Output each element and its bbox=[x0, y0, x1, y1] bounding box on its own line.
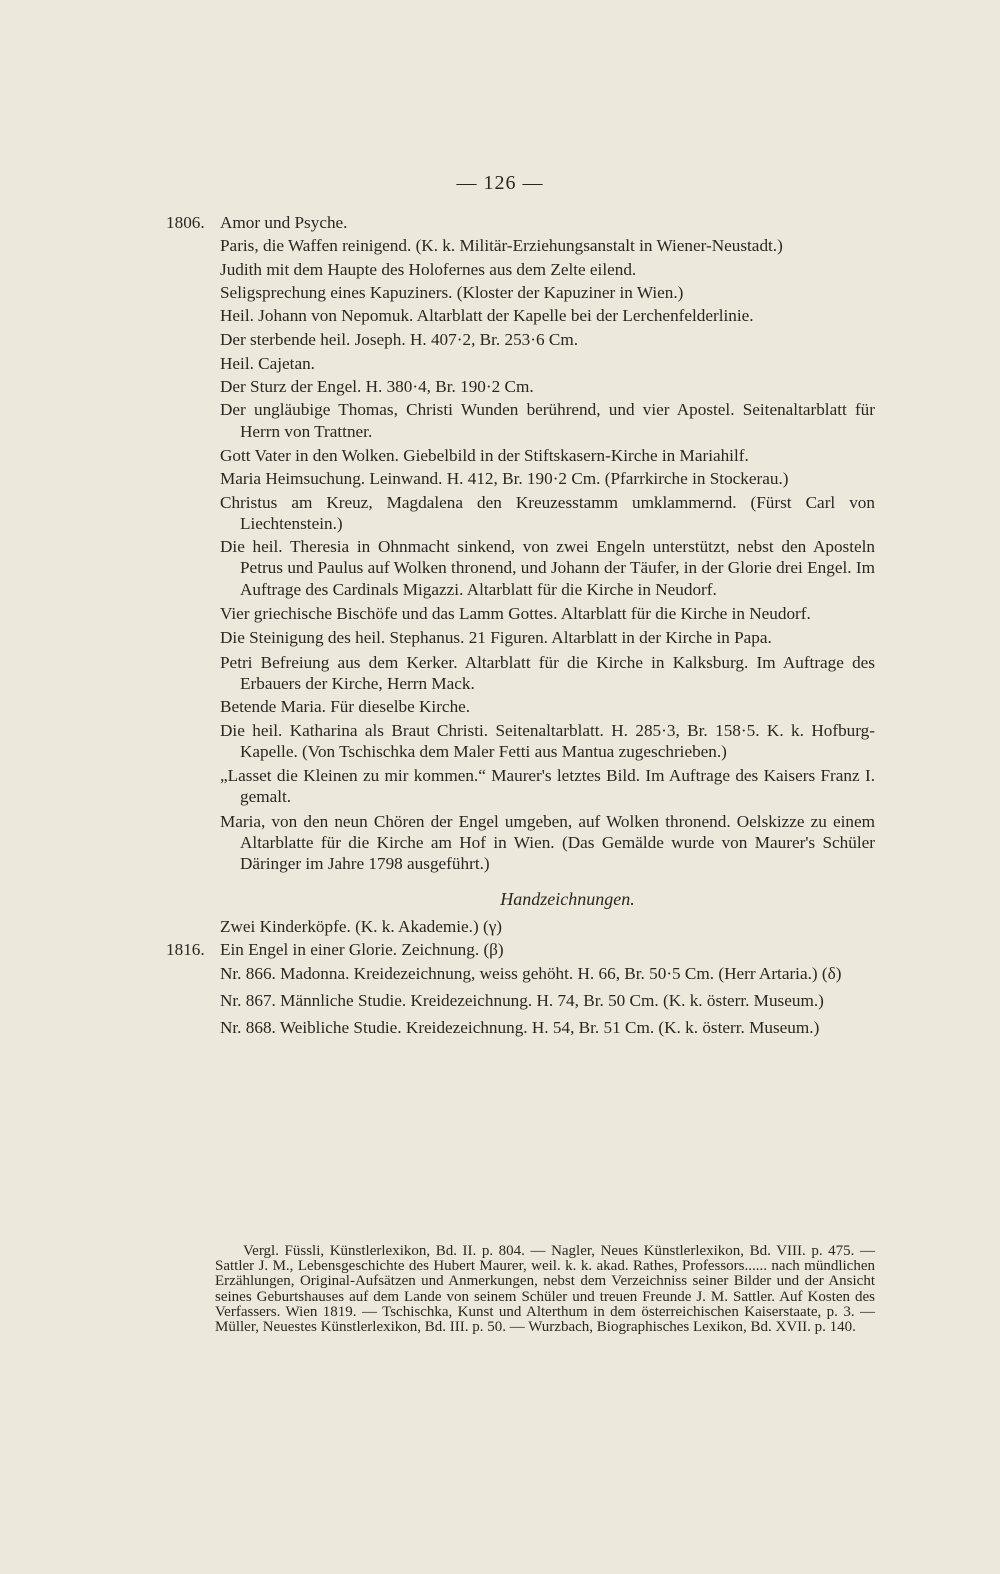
entry-text: Judith mit dem Haupte des Holofernes aus dem Zelte eilend. bbox=[220, 259, 637, 279]
catalog-entry bbox=[220, 282, 875, 303]
entry-text: Vier griechische Bischöfe und das Lamm Gottes. Altarblatt für die Kirche in Neudorf. bbox=[220, 604, 811, 624]
catalog-entry bbox=[220, 468, 875, 489]
entry-text: Betende Maria. Für dieselbe Kirche. bbox=[220, 697, 471, 717]
entry-text: Nr. 868. Weibliche Studie. Kreidezeichnung. H. 54, Br. 51 Cm. (K. k. österr. Museum.) bbox=[220, 1018, 820, 1038]
catalog-entry bbox=[220, 305, 875, 326]
drawing-entry bbox=[220, 916, 875, 937]
catalog-entry bbox=[220, 696, 875, 717]
drawing-entry bbox=[166, 939, 875, 960]
drawing-entry bbox=[220, 990, 875, 1011]
catalog-entry bbox=[220, 720, 875, 763]
entry-text: Christus am Kreuz, Magdalena den Kreuzesstamm umklammernd. (Fürst Carl von Liechtenstein.) bbox=[220, 492, 875, 533]
catalog-entry bbox=[220, 259, 875, 280]
footnote: Vergl. Füssli, Künstlerlexikon, Bd. II. p. 804. — Nagler, Neues Künstlerlexikon, Bd. VIII. p. 475. — Sattler J. M., Lebensgeschichte des Hubert Maurer, weil. k. k. akad. Rathes, Professors...... nach mündlichen Erzählungen, Original-Aufsätzen und Anmerkungen, nebst dem Verzeichniss seiner Bilder und der Ansicht seines Geburtshauses auf dem Lande von seinem Schüler und treuen Freunde J. M. Sattler. Auf Kosten des Verfassers. Wien 1819. — Tschischka, Kunst und Alterthum in dem österreichischen Kaiserstaate, p. 3. — Müller, Neuestes Künstlerlexikon, Bd. III. p. 50. — Wurzbach, Biographisches Lexikon, Bd. XVII. p. 140. bbox=[215, 1243, 875, 1336]
entry-year: 1816. bbox=[166, 940, 205, 960]
catalog-entry bbox=[220, 353, 875, 374]
drawings-container bbox=[166, 916, 875, 1038]
catalog-entry bbox=[220, 603, 875, 624]
drawing-entry bbox=[220, 1017, 875, 1038]
catalog-entry bbox=[220, 811, 875, 875]
catalog-entry bbox=[220, 627, 875, 648]
paintings-list bbox=[166, 212, 875, 1040]
entry-text: Der sterbende heil. Joseph. H. 407·2, Br. 253·6 Cm. bbox=[220, 330, 579, 350]
catalog-entry bbox=[220, 399, 875, 442]
entry-text: Ein Engel in einer Glorie. Zeichnung. (β) bbox=[220, 940, 504, 960]
entry-text: Nr. 867. Männliche Studie. Kreidezeichnung. H. 74, Br. 50 Cm. (K. k. österr. Museum.) bbox=[220, 990, 824, 1010]
catalog-entry bbox=[166, 212, 875, 233]
catalog-entry bbox=[220, 492, 875, 535]
entry-year: 1806. bbox=[166, 213, 205, 232]
entry-text: Maria, von den neun Chören der Engel umgeben, auf Wolken thronend. Oelskizze zu einem Altarblatte für die Kirche am Hof in Wien. (Das Gemälde wurde von Maurer's Schüler Däringer im Jahre 1798 ausgeführt.) bbox=[220, 811, 875, 874]
entry-text: Gott Vater in den Wolken. Giebelbild in der Stiftskasern-Kirche in Mariahilf. bbox=[220, 445, 749, 465]
entry-text: Petri Befreiung aus dem Kerker. Altarblatt für die Kirche in Kalksburg. Im Auftrage des Erbauers der Kirche, Herrn Mack. bbox=[220, 652, 875, 693]
catalog-entry bbox=[220, 445, 875, 466]
entry-text: Nr. 866. Madonna. Kreidezeichnung, weiss gehöht. H. 66, Br. 50·5 Cm. (Herr Artaria.) (δ) bbox=[220, 963, 842, 983]
entry-text: Die heil. Theresia in Ohnmacht sinkend, von zwei Engeln unterstützt, nebst den Aposteln Petrus und Paulus auf Wolken thronend, und Johann der Täufer, in der Glorie drei Engel. Im Auftrage des Cardinals Migazzi. Altarblatt für die Kirche in Neudorf. bbox=[220, 537, 875, 599]
entry-text: „Lasset die Kleinen zu mir kommen.“ Maurer's letztes Bild. Im Auftrage des Kaisers Franz I. gemalt. bbox=[220, 766, 875, 807]
catalog-entry bbox=[220, 765, 875, 808]
entry-text: Paris, die Waffen reinigend. (K. k. Militär-Erziehungsanstalt in Wiener-Neustadt.) bbox=[220, 236, 783, 256]
entry-text: Maria Heimsuchung. Leinwand. H. 412, Br. 190·2 Cm. (Pfarrkirche in Stockerau.) bbox=[220, 469, 789, 489]
catalog-entry bbox=[220, 329, 875, 350]
entry-text: Heil. Cajetan. bbox=[220, 353, 315, 373]
entry-text: Zwei Kinderköpfe. (K. k. Akademie.) (γ) bbox=[220, 916, 503, 936]
catalog-entry bbox=[220, 376, 875, 397]
entries-container bbox=[166, 212, 875, 875]
entry-text: Amor und Psyche. bbox=[220, 213, 348, 232]
catalog-entry bbox=[220, 235, 875, 256]
section-heading: Handzeichnungen. bbox=[500, 888, 635, 909]
entry-text: Die Steinigung des heil. Stephanus. 21 Figuren. Altarblatt in der Kirche in Papa. bbox=[220, 628, 772, 648]
catalog-entry bbox=[220, 536, 875, 600]
catalog-entry bbox=[220, 652, 875, 695]
entry-text: Der ungläubige Thomas, Christi Wunden berührend, und vier Apostel. Seitenaltarblatt für Herrn von Trattner. bbox=[220, 400, 875, 441]
page-number: — 126 — bbox=[456, 172, 544, 194]
drawing-entry bbox=[220, 963, 875, 984]
entry-text: Die heil. Katharina als Braut Christi. Seitenaltarblatt. H. 285·3, Br. 158·5. K. k. Hofburg-Kapelle. (Von Tschischka dem Maler Fetti aus Mantua zugeschrieben.) bbox=[220, 720, 875, 761]
entry-text: Seligsprechung eines Kapuziners. (Kloster der Kapuziner in Wien.) bbox=[220, 282, 684, 302]
entry-text: Heil. Johann von Nepomuk. Altarblatt der Kapelle bei der Lerchenfelderlinie. bbox=[220, 306, 754, 326]
entry-text: Der Sturz der Engel. H. 380·4, Br. 190·2 Cm. bbox=[220, 377, 534, 397]
